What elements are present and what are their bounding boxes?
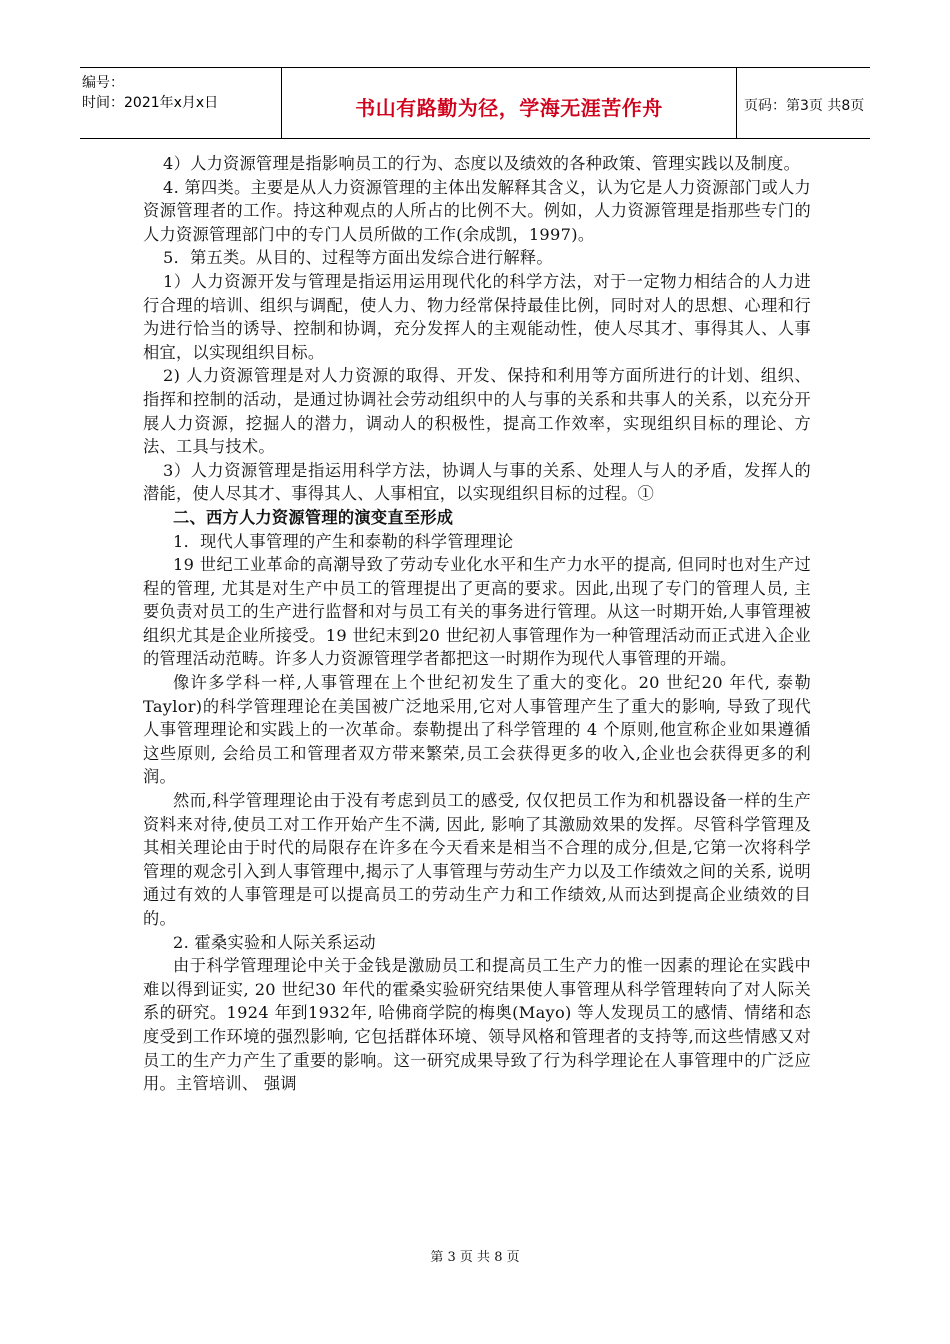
header-page-info: 页码：第3页 共8页 bbox=[744, 98, 865, 114]
header-motto: 书山有路勤为径，学海无涯苦作舟 bbox=[355, 96, 663, 120]
paragraph: 4）人力资源管理是指影响员工的行为、态度以及绩效的各种政策、管理实践以及制度。 bbox=[163, 154, 801, 173]
subsection-heading: 1．现代人事管理的产生和泰勒的科学管理理论 bbox=[173, 531, 514, 551]
document-header bbox=[80, 67, 870, 139]
header-meta-cell bbox=[80, 68, 280, 138]
document-body bbox=[143, 152, 811, 1096]
serial-number-label: 编号： bbox=[82, 75, 124, 91]
date-label: 时间：2021年x月x日 bbox=[82, 95, 219, 111]
section-heading: 二、西方人力资源管理的演变直至形成 bbox=[173, 507, 454, 527]
paragraph: 19 世纪工业革命的高潮导致了劳动专业化水平和生产力水平的提高, 但同时也对生产过程的管理, 尤其是对生产中员工的管理提出了更高的要求。因此,出现了专门的管理人员, 主要负责对员工的生产进行监督和对与员工有关的事务进行管理。从这一时期开始,人事管理被组织尤其是企业所接受。19 世纪末到20 世纪初人事管理作为一种管理活动而正式进入企业的管理活动范畴。许多人力资源管理学者都把这一时期作为现代人事管理的开端。 bbox=[143, 555, 811, 669]
paragraph: 4. 第四类。主要是从人力资源管理的主体出发解释其含义，认为它是人力资源部门或人力资源管理者的工作。持这种观点的人所占的比例不大。例如，人力资源管理是指那些专门的人力资源管理部门中的专门人员所做的工作(余成凯，1997)。 bbox=[143, 177, 812, 244]
paragraph: 2) 人力资源管理是对人力资源的取得、开发、保持和利用等方面所进行的计划、组织、指挥和控制的活动，是通过协调社会劳动组织中的人与事的关系和共事人的关系，以充分开展人力资源，挖掘人的潜力，调动人的积极性，提高工作效率，实现组织目标的理论、方法、工具与技术。 bbox=[143, 366, 811, 457]
paragraph: 然而,科学管理理论由于没有考虑到员工的感受, 仅仅把员工作为和机器设备一样的生产资料来对待,使员工对工作开始产生不满, 因此, 影响了其激励效果的发挥。尽管科学管理及其相关理论由于时代的局限存在许多在今天看来是相当不合理的成分,但是,它第一次将科学管理的观念引入到人事管理中,揭示了人事管理与劳动生产力以及工作绩效之间的关系, 说明通过有效的人事管理是可以提高员工的劳动生产力和工作绩效,从而达到提高企业绩效的目的。 bbox=[143, 791, 811, 928]
header-page-cell bbox=[736, 68, 870, 138]
paragraph: 5．第五类。从目的、过程等方面出发综合进行解释。 bbox=[163, 248, 553, 268]
paragraph: 由于科学管理理论中关于金钱是激励员工和提高员工生产力的惟一因素的理论在实践中难以得到证实, 20 世纪30 年代的霍桑实验研究结果使人事管理从科学管理转向了对人际关系的研究。1924 年到1932年, 哈佛商学院的梅奥(Mayo) 等人发现员工的感情、情绪和态度受到工作环境的强烈影响, 它包括群体环境、领导风格和管理者的支持等,而这些情感又对员工的生产力产生了重要的影响。这一研究成果导致了行为科学理论在人事管理中的广泛应用。主管培训、 强调 bbox=[143, 956, 811, 1094]
paragraph: 1）人力资源开发与管理是指运用运用现代化的科学方法，对于一定物力相结合的人力进行合理的培训、组织与调配，使人力、物力经常保持最佳比例，同时对人的思想、心理和行为进行恰当的诱导、控制和协调，充分发挥人的主观能动性，使人尽其才、事得其人、人事相宜，以实现组织目标。 bbox=[143, 271, 811, 362]
paragraph: 像许多学科一样,人事管理在上个世纪初发生了重大的变化。20 世纪20 年代, 泰勒Taylor)的科学管理理论在美国被广泛地采用,它对人事管理产生了重大的影响, 导致了现代人事管理理论和实践上的一次革命。泰勒提出了科学管理的 4 个原则,他宣称企业如果遵循这些原则, 会给员工和管理者双方带来繁荣,员工会获得更多的收入,企业也会获得更多的利润。 bbox=[143, 673, 811, 787]
page-footer: 第 3 页 共 8 页 bbox=[430, 1250, 520, 1265]
subsection-heading: 2. 霍桑实验和人际关系运动 bbox=[173, 932, 376, 952]
paragraph: 3）人力资源管理是指运用科学方法，协调人与事的关系、处理人与人的矛盾，发挥人的潜能，使人尽其才、事得其人、人事相宜，以实现组织目标的过程。① bbox=[143, 460, 811, 504]
header-motto-cell bbox=[281, 68, 737, 138]
